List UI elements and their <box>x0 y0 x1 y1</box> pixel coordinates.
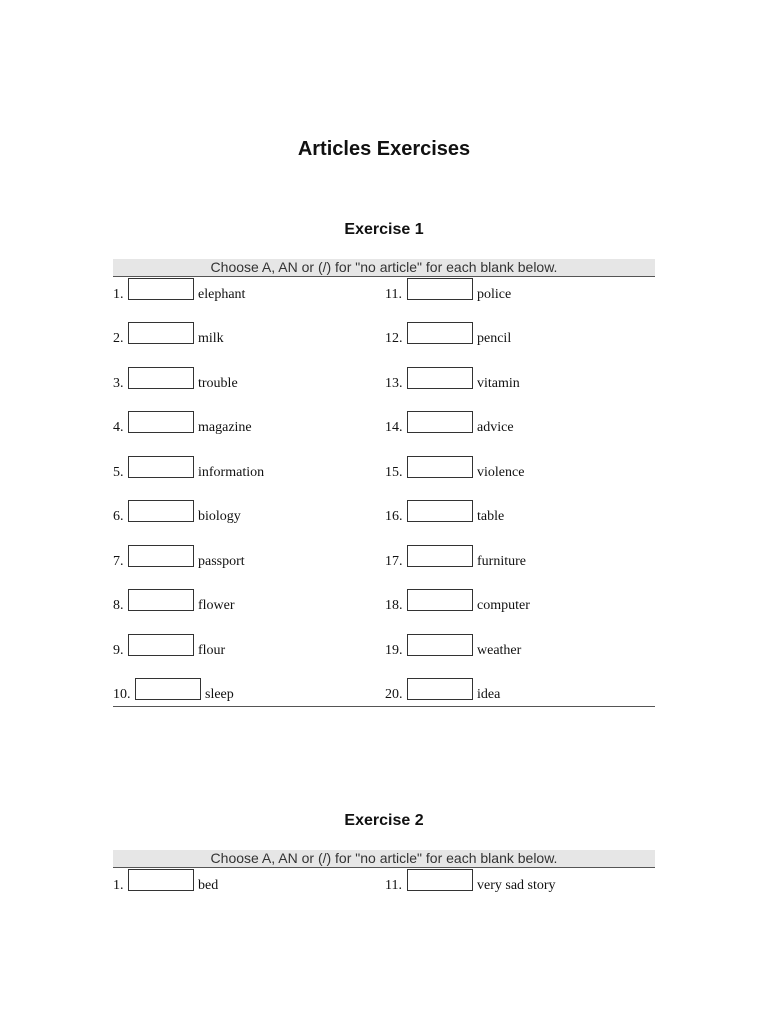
item-word: passport <box>198 554 245 569</box>
answer-blank-20[interactable] <box>407 678 473 700</box>
answer-blank-11[interactable] <box>407 278 473 300</box>
item-number: 14. <box>385 420 403 435</box>
item-number: 16. <box>385 509 403 524</box>
item-number: 11. <box>385 878 402 893</box>
item-word: advice <box>477 420 514 435</box>
item-number: 19. <box>385 643 403 658</box>
item-number: 15. <box>385 465 403 480</box>
answer-blank-12[interactable] <box>407 322 473 344</box>
item-word: flour <box>198 643 226 658</box>
answer-blank-13[interactable] <box>407 367 473 389</box>
answer-blank-1[interactable] <box>128 278 194 300</box>
item-number: 5. <box>113 465 124 480</box>
item-word: information <box>198 465 265 480</box>
item-number: 18. <box>385 598 403 613</box>
answer-blank-17[interactable] <box>407 545 473 567</box>
item-word: vitamin <box>477 376 520 391</box>
item-number: 13. <box>385 376 403 391</box>
exercise-2-answer-blank-11[interactable] <box>407 869 473 891</box>
item-word: computer <box>477 598 530 613</box>
exercise-1-heading: Exercise 1 <box>344 221 424 238</box>
answer-blank-2[interactable] <box>128 322 194 344</box>
exercise-2-instruction: Choose A, AN or (/) for "no article" for each blank below. <box>113 850 655 868</box>
answer-blank-5[interactable] <box>128 456 194 478</box>
item-number: 20. <box>385 687 403 702</box>
item-word: magazine <box>198 420 252 435</box>
answer-blank-15[interactable] <box>407 456 473 478</box>
answer-blank-6[interactable] <box>128 500 194 522</box>
item-word: weather <box>477 643 522 658</box>
item-word: pencil <box>477 331 512 346</box>
answer-blank-7[interactable] <box>128 545 194 567</box>
item-word: flower <box>198 598 235 613</box>
item-word: sleep <box>205 687 234 702</box>
item-word: violence <box>477 465 525 480</box>
item-number: 12. <box>385 331 403 346</box>
item-word: elephant <box>198 287 246 302</box>
answer-blank-18[interactable] <box>407 589 473 611</box>
item-number: 9. <box>113 643 124 658</box>
item-word: furniture <box>477 554 526 569</box>
item-number: 1. <box>113 878 124 893</box>
answer-blank-3[interactable] <box>128 367 194 389</box>
item-word: very sad story <box>477 878 556 893</box>
answer-blank-4[interactable] <box>128 411 194 433</box>
answer-blank-19[interactable] <box>407 634 473 656</box>
item-number: 3. <box>113 376 124 391</box>
item-word: idea <box>477 687 501 702</box>
item-word: trouble <box>198 376 238 391</box>
exercise-1-instruction: Choose A, AN or (/) for "no article" for each blank below. <box>113 259 655 277</box>
item-word: table <box>477 509 505 524</box>
answer-blank-14[interactable] <box>407 411 473 433</box>
answer-blank-16[interactable] <box>407 500 473 522</box>
exercise-2-answer-blank-1[interactable] <box>128 869 194 891</box>
item-number: 11. <box>385 287 402 302</box>
item-number: 2. <box>113 331 124 346</box>
item-number: 10. <box>113 687 131 702</box>
item-number: 7. <box>113 554 124 569</box>
item-word: biology <box>198 509 241 524</box>
answer-blank-9[interactable] <box>128 634 194 656</box>
item-number: 17. <box>385 554 403 569</box>
item-number: 8. <box>113 598 124 613</box>
exercise-2-heading: Exercise 2 <box>344 812 424 829</box>
item-number: 6. <box>113 509 124 524</box>
exercise-1-bottom-rule <box>113 706 655 707</box>
item-word: police <box>477 287 512 302</box>
item-word: bed <box>198 878 219 893</box>
item-word: milk <box>198 331 224 346</box>
answer-blank-10[interactable] <box>135 678 201 700</box>
item-number: 4. <box>113 420 124 435</box>
item-number: 1. <box>113 287 124 302</box>
answer-blank-8[interactable] <box>128 589 194 611</box>
document-title: Articles Exercises <box>297 138 471 160</box>
